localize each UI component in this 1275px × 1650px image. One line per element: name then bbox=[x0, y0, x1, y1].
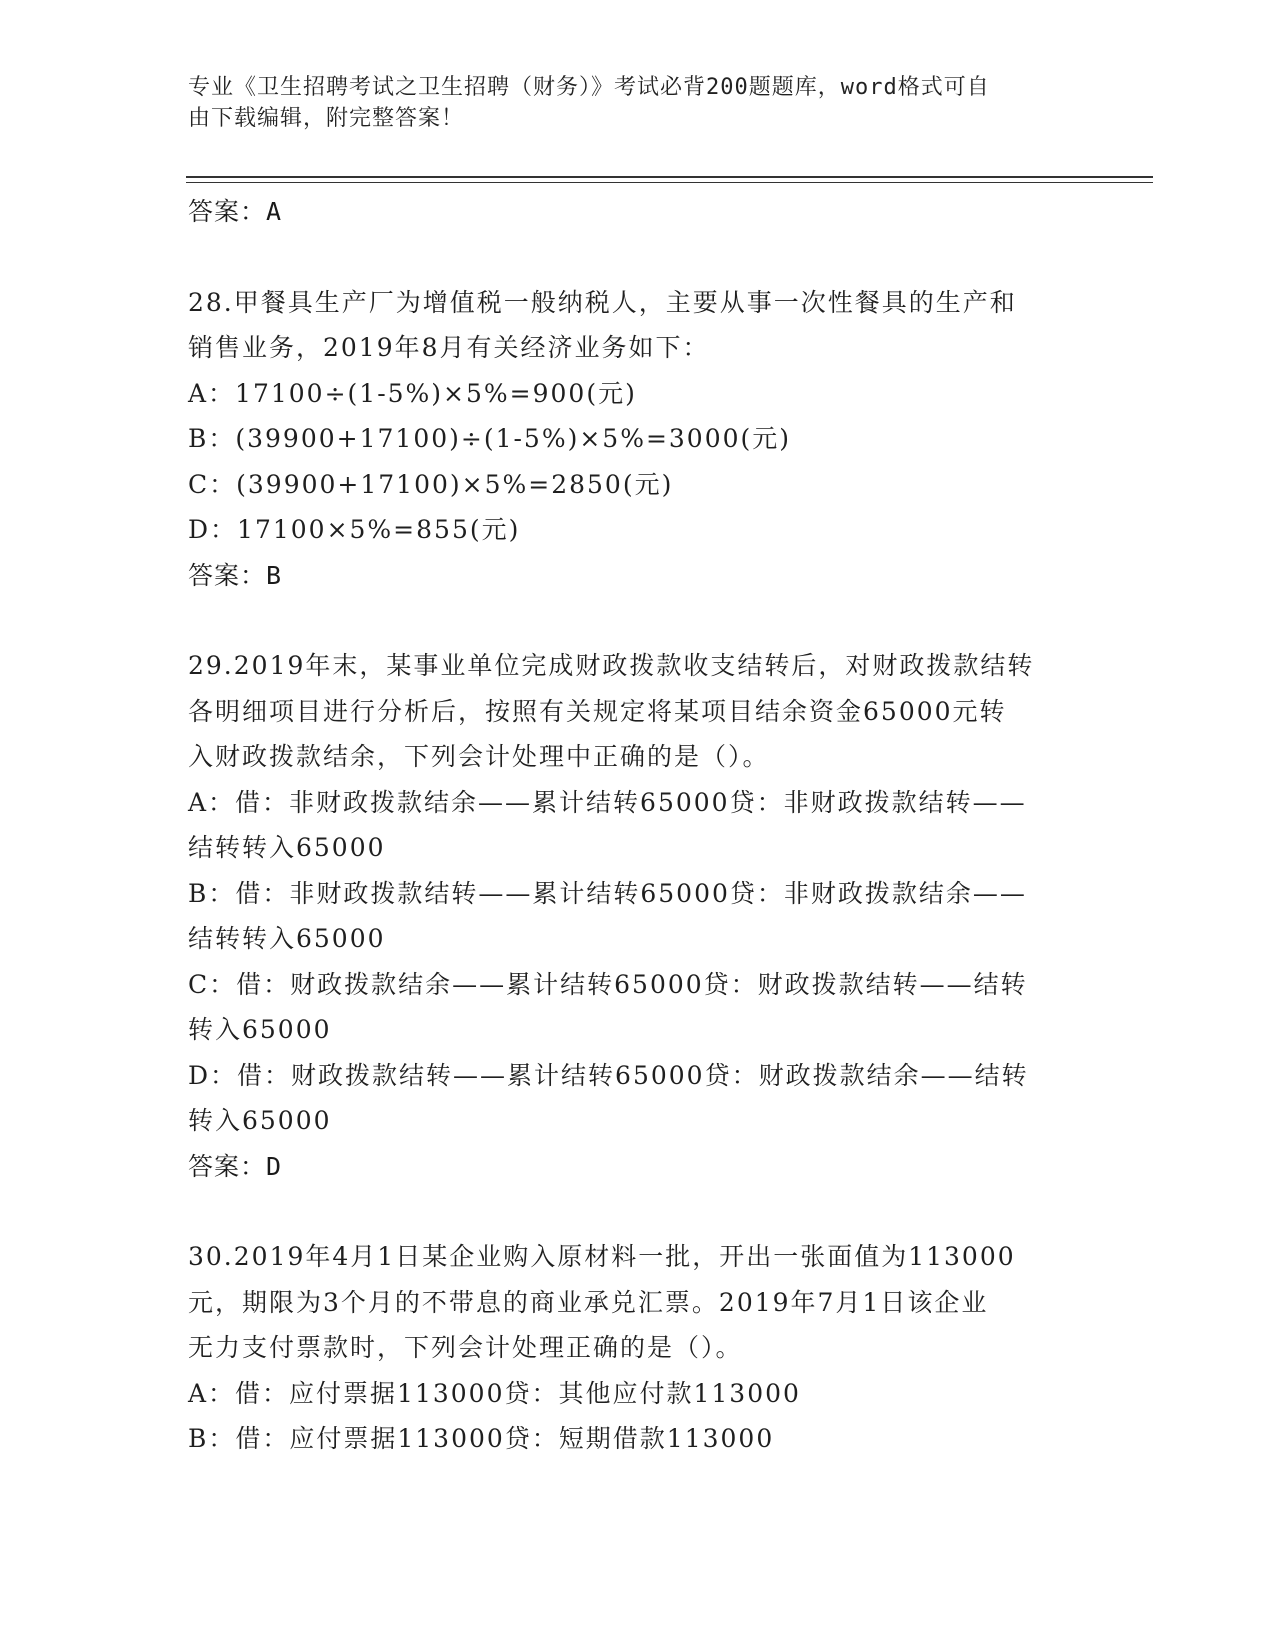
question-stem-line: 30.2019年4月1日某企业购入原材料一批，开出一张面值为113000 bbox=[188, 1242, 1016, 1271]
answer-q28: 答案：B bbox=[188, 560, 283, 590]
document-header bbox=[188, 72, 1078, 134]
question-stem-line: 28.甲餐具生产厂为增值税一般纳税人，主要从事一次性餐具的生产和 bbox=[188, 287, 1017, 317]
answer-q27: 答案：A bbox=[188, 197, 283, 226]
question-30 bbox=[188, 1234, 1088, 1462]
option-d: D：借：财政拨款结转——累计结转65000贷：财政拨款结余——结转 bbox=[188, 1060, 1029, 1090]
option-a: A：借：应付票据113000贷：其他应付款113000 bbox=[188, 1378, 801, 1408]
question-stem-line: 销售业务，2019年8月有关经济业务如下： bbox=[188, 333, 710, 362]
question-stem-line: 无力支付票款时，下列会计处理正确的是（）。 bbox=[188, 1333, 743, 1362]
header-line-2: 由下载编辑，附完整答案！ bbox=[188, 106, 465, 131]
answer-q29: 答案：D bbox=[188, 1151, 283, 1181]
question-content bbox=[188, 189, 1088, 1462]
spacer bbox=[188, 1189, 1088, 1234]
header-divider-thick bbox=[186, 176, 1153, 178]
option-c: C：借：财政拨款结余——累计结转65000贷：财政拨款结转——结转 bbox=[188, 969, 1028, 999]
question-29 bbox=[188, 643, 1088, 1189]
option-b: B：借：应付票据113000贷：短期借款113000 bbox=[188, 1424, 775, 1453]
option-a: A：借：非财政拨款结余——累计结转65000贷：非财政拨款结转—— bbox=[188, 787, 1027, 817]
question-stem-line: 各明细项目进行分析后，按照有关规定将某项目结余资金65000元转 bbox=[188, 696, 1007, 726]
option-c: C：(39900+17100)×5%=2850(元) bbox=[188, 469, 674, 499]
option-a: A：17100÷(1-5%)×5%=900(元) bbox=[188, 378, 637, 408]
option-b: B：(39900+17100)÷(1-5%)×5%=3000(元) bbox=[188, 424, 792, 453]
option-d: D：17100×5%=855(元) bbox=[188, 515, 521, 544]
question-stem-line: 元，期限为3个月的不带息的商业承兑汇票。2019年7月1日该企业 bbox=[188, 1287, 989, 1317]
spacer bbox=[188, 235, 1088, 280]
header-divider-thin bbox=[186, 182, 1153, 183]
option-b: B：借：非财政拨款结转——累计结转65000贷：非财政拨款结余—— bbox=[188, 878, 1027, 908]
header-line-1: 专业《卫生招聘考试之卫生招聘（财务）》考试必背200题题库，word格式可自 bbox=[188, 75, 990, 100]
spacer bbox=[188, 598, 1088, 643]
option-d-continued: 转入65000 bbox=[188, 1106, 332, 1135]
option-c-continued: 转入65000 bbox=[188, 1015, 332, 1044]
question-stem-line: 29.2019年末，某事业单位完成财政拨款收支结转后，对财政拨款结转 bbox=[188, 651, 1035, 680]
question-28 bbox=[188, 280, 1088, 599]
option-b-continued: 结转转入65000 bbox=[188, 924, 386, 953]
question-stem-line: 入财政拨款结余，下列会计处理中正确的是（）。 bbox=[188, 742, 770, 771]
option-a-continued: 结转转入65000 bbox=[188, 833, 386, 862]
